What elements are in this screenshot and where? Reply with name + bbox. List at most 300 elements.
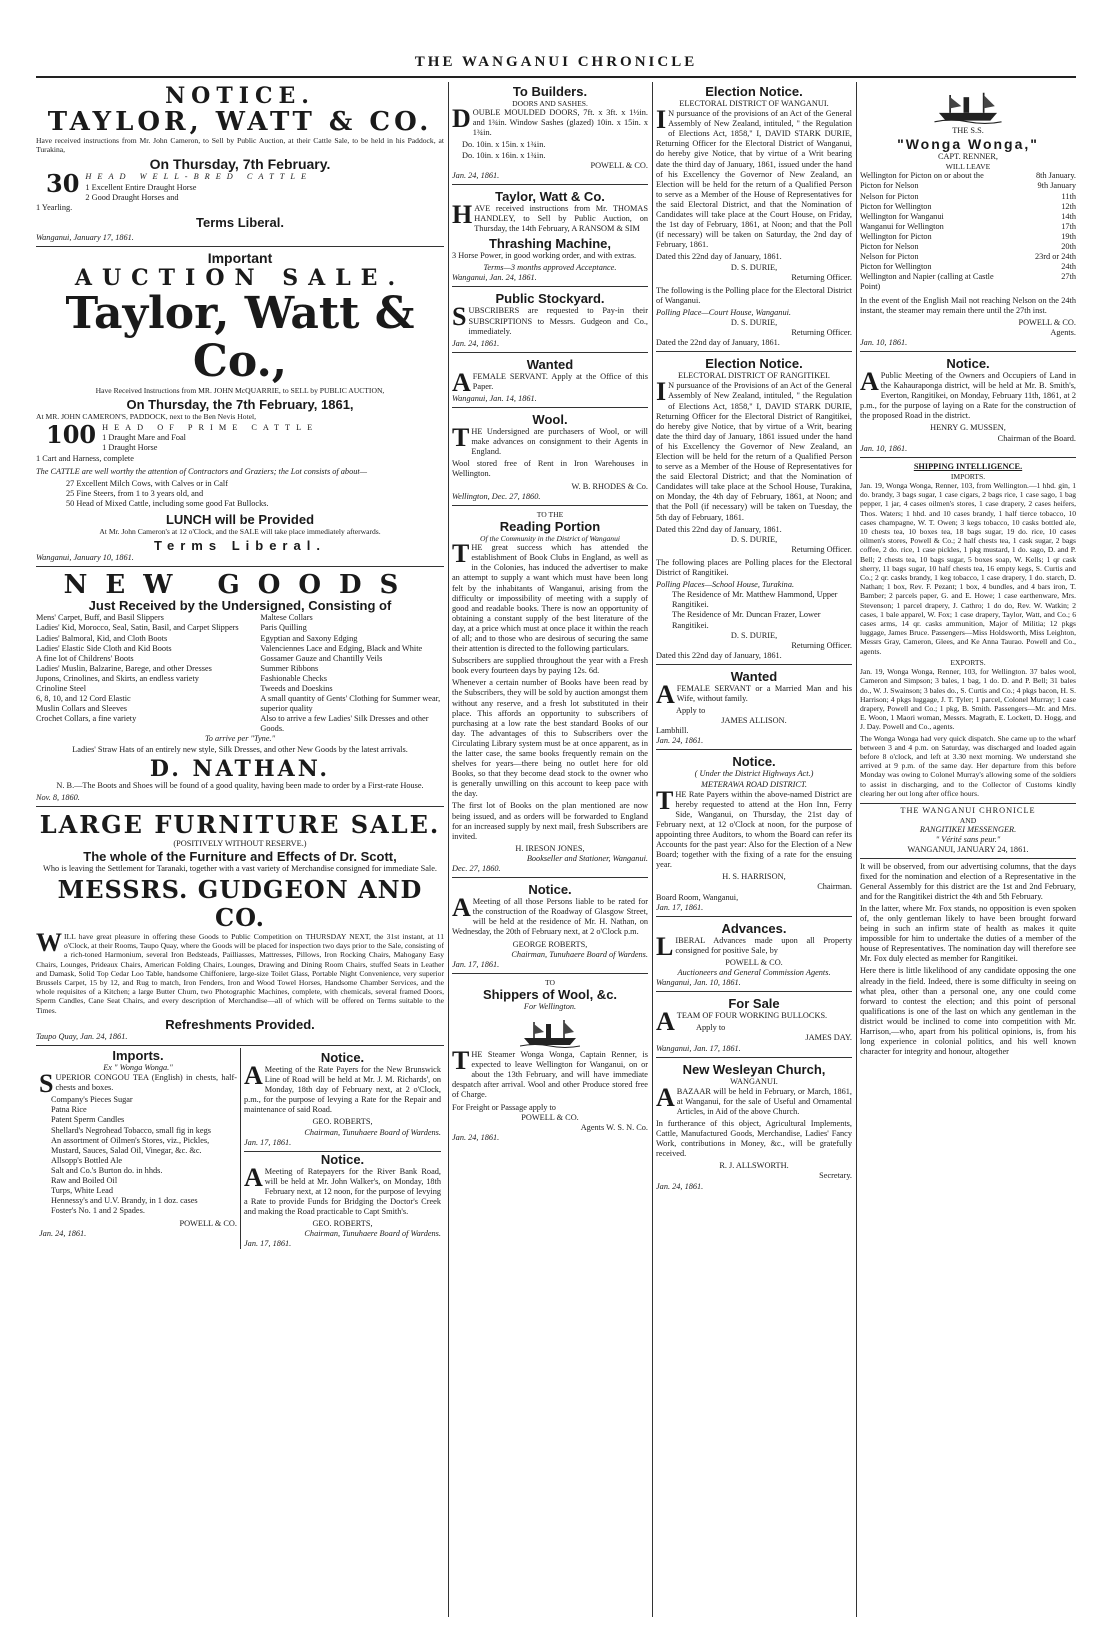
lot-number: 30 bbox=[46, 172, 80, 199]
ad-text: Polling Place—Court House, Wanganui. bbox=[656, 307, 791, 317]
ad-text: At MR. JOHN CAMERON'S, PADDOCK, next to the Ben Nevis Hotel, bbox=[36, 412, 257, 422]
ad-signature-role: Chairman. bbox=[817, 882, 852, 892]
schedule-date: 11th bbox=[1061, 191, 1076, 201]
ad-subheading: CAPT. RENNER, bbox=[937, 152, 998, 162]
column-rule bbox=[856, 82, 857, 1617]
ad-text: The first lot of Books on the plan mentioned are now being issued, and as orders will be forwarded to England for an increased supply by next mail, fresh Subscribers are invited. bbox=[452, 801, 648, 841]
ad-taylor-watt-notice bbox=[36, 82, 444, 247]
ad-subheading: On Thursday, the 7th February, 1861, bbox=[126, 397, 354, 413]
ad-heading: Notice. bbox=[320, 1151, 365, 1167]
ad-date: Wanganui, Jan. 24, 1861. bbox=[452, 273, 537, 283]
ad-signature: GEORGE ROBERTS, bbox=[512, 939, 588, 949]
ad-date: Dated the 22nd day of January, 1861. bbox=[656, 338, 780, 348]
ad-heading: "Wonga Wonga," bbox=[897, 136, 1039, 153]
imports-list bbox=[39, 1095, 237, 1216]
ad-signature: GEO. ROBERTS, bbox=[312, 1117, 373, 1127]
ad-text: Ladies' Straw Hats of an entirely new style, Silk Dresses, and other New Goods by the latest arrivals. bbox=[72, 744, 408, 754]
ad-heading: NEW GOODS bbox=[63, 570, 417, 601]
schedule-date: 12th bbox=[1061, 201, 1076, 211]
ad-wanted-married-man bbox=[656, 667, 852, 751]
ad-advances bbox=[656, 919, 852, 992]
schedule-row bbox=[860, 252, 1076, 262]
section-subheading: IMPORTS. bbox=[950, 471, 986, 481]
ad-text: The Residence of Mr. Matthew Hammond, Upper Rangitikei. bbox=[672, 590, 838, 610]
ad-text: THE Steamer Wonga Wonga, Captain Renner, is expected to leave Wellington for Wanganui, on or about the 13th February, and will have immediate despatch after arrival. Wool and other Produce stored free of Charge. bbox=[452, 1046, 648, 1100]
ad-text: Board Room, Wanganui, bbox=[656, 892, 739, 902]
ad-heading: Election Notice. bbox=[705, 84, 803, 99]
ad-signature-role: Returning Officer. bbox=[791, 544, 852, 554]
imports-item: Hennessy's and U.V. Brandy, in 1 doz. cases bbox=[51, 1196, 198, 1206]
ad-text: IN pursuance of the Provisions of an Act of the General Assembly of New Zealand, intituled, " the Regulation of Elections Act, 1858," I, DAVID STARK DURIE, Returning Officer for the Electoral District of Rangitikei, do hereby give Notice, that by virtue of a Writ, bearing date the third day of January, 1861 issued under the hand of his Excellency the Governor of New Zealand, an Election will be held for the return of a Qualified Person to serve as a Member of the House of Representatives for the said Electoral District; and that the Nomination of Candidates will take place at the School House, Turakina, on Monday, the 4th day of February, 1861, at Noon; and that the Poll (if necessary) will be taken on Tuesday, the 5th day of February, 1861. bbox=[656, 377, 852, 522]
ad-subheading: DOORS AND SASHES. bbox=[512, 99, 588, 108]
ad-notice-kahauraponga bbox=[860, 354, 1076, 458]
ad-text: Whenever a certain number of Books have been read by the Subscribers, they will be sold by auction amongst them without any reserve, and a fresh lot substituted in their place. This affords an opportunity to subscribers of purchasing at a low rate the best standard Books of our day. The advantages of this to Subscribers over the Circulating Library system must be at once apparent, as in the latter case, the same books frequently remain on the shelves for years—there being no outlet here for old Books, so that they become dead stock to the owner who is generally unwilling on this account to keep pace with the day. bbox=[452, 678, 648, 799]
imports-item: Patna Rice bbox=[51, 1105, 87, 1115]
ad-text: To arrive per "Tyne." bbox=[204, 734, 276, 744]
ad-signature: JAMES DAY. bbox=[805, 1033, 852, 1043]
lot-list bbox=[36, 423, 444, 463]
imports-item: Allsopp's Bottled Ale bbox=[51, 1155, 123, 1165]
ad-date: Taupo Quay, Jan. 24, 1861. bbox=[36, 1031, 128, 1041]
ad-heading: MESSRS. GUDGEON AND CO. bbox=[57, 875, 423, 933]
goods-item: Mens' Carpet, Buff, and Basil Slippers bbox=[36, 613, 164, 623]
goods-item: Paris Quilling bbox=[260, 623, 307, 633]
goods-item: A small quantity of Gents' Clothing for Summer wear, superior quality bbox=[260, 694, 441, 714]
ad-heading: LARGE FURNITURE SALE. bbox=[39, 809, 441, 839]
goods-item: 6, 8, 10, and 12 Cord Elastic bbox=[36, 694, 131, 704]
lot-item: 1 Draught Mare and Foal bbox=[102, 433, 186, 443]
lot-item: HEAD WELL-BRED CATTLE bbox=[85, 172, 313, 182]
schedule-row bbox=[860, 222, 1076, 232]
lot-list bbox=[36, 172, 444, 212]
ad-date: Jan. 17, 1861. bbox=[452, 959, 500, 969]
ad-signature: D. S. DURIE, bbox=[730, 262, 778, 272]
shipping-intelligence bbox=[860, 460, 1076, 804]
ad-signature-role: Agents. bbox=[1050, 327, 1076, 337]
ad-signature: W. B. RHODES & Co. bbox=[571, 481, 648, 491]
ad-subheading: ( Under the District Highways Act.) bbox=[694, 769, 814, 779]
lot-item: 1 Draught Horse bbox=[102, 443, 158, 453]
ad-text: THE Rate Payers within the above-named District are hereby requested to attend at the Hon Inn, Ferry Side, Wanganui, on Thursday, the 21st day of February next, at 12 o'Clock at noon, for the purpose of appointing three Auditors, to whom the Board can refer its Accounts for the past year: Also for the Election of a New Board; together with the fixing of a rate for the ensuing year. bbox=[656, 785, 852, 870]
ad-text: AMeeting of Ratepayers for the River Bank Road, will be held at Mr. John Walker's, on Monday, 18th February next, at 12 noon, for the purpose of levying a Rate to provide Funds for Bridging the Doctor's Creek and making the Road practicable to Capt Smith's. bbox=[244, 1162, 441, 1217]
ad-text: Terms—3 months approved Acceptance. bbox=[483, 263, 617, 273]
ad-date: Jan. 10, 1861. bbox=[860, 337, 908, 347]
ad-new-wesleyan-church bbox=[656, 1060, 852, 1195]
ad-date: Jan. 10, 1861. bbox=[860, 443, 908, 453]
ad-subheading: METERAWA ROAD DISTRICT. bbox=[701, 779, 807, 789]
editorial-text: Here there is little likelihood of any candidate opposing the one already in the field. Indeed, there is some difficulty in seeing on what plea, other than a personal one, any one could come forward to contest the election; and this point of personal qualifications is one of the last on which any gentleman in the district would be inclined to come into competition with Mr. Harrison,—who, apart from his political opinions, is, from his long experience in colonial politics, and his well known character for integrity and honour, altogether bbox=[860, 966, 1076, 1057]
ad-text: The following places are Polling places for the Electoral District of Rangitikei. bbox=[656, 557, 852, 578]
goods-list-right bbox=[260, 613, 444, 734]
ad-signature-role: Agents W. S. N. Co. bbox=[580, 1122, 648, 1132]
column-4 bbox=[860, 82, 1076, 1617]
ad-subheading: TO THE bbox=[536, 509, 564, 519]
ad-heading: Election Notice. bbox=[705, 356, 803, 372]
ad-signature: HENRY G. MUSSEN, bbox=[930, 423, 1006, 433]
column-1-sub-columns bbox=[36, 1048, 444, 1250]
goods-item: Also to arrive a few Ladies' Silk Dresses and other Goods. bbox=[260, 714, 429, 734]
ad-subheading: Terms Liberal. bbox=[154, 538, 326, 554]
ad-date: Dated this 22nd day of January, 1861. bbox=[656, 650, 782, 660]
ad-text: The following is the Polling place for the Electoral District of Wanganui. bbox=[656, 285, 852, 305]
ad-date: Jan. 24, 1861. bbox=[452, 338, 500, 348]
ad-notices bbox=[240, 1048, 444, 1250]
goods-item: Jupons, Crinolines, and Skirts, an endless variety bbox=[36, 673, 199, 683]
lot-list bbox=[36, 479, 444, 509]
ad-text: The Residence of Mr. Duncan Frazer, Lower Rangitikei. bbox=[672, 610, 821, 630]
goods-item: Gossamer Gauze and Chantilly Veils bbox=[260, 653, 383, 663]
ad-subheading: TO bbox=[545, 977, 555, 987]
ad-taylor-watt-thrashing bbox=[452, 187, 648, 288]
ad-text: SUPERIOR CONGOU TEA (English) in chests, half-chests and boxes. bbox=[39, 1069, 237, 1099]
ad-date: Wellington, Dec. 27, 1860. bbox=[452, 491, 541, 501]
ad-signature-role: Auctioneers and General Commission Agents. bbox=[677, 968, 831, 978]
schedule-row bbox=[860, 262, 1076, 272]
ad-heading: Taylor, Watt & Co., bbox=[65, 287, 415, 387]
schedule-date: 27th bbox=[1061, 272, 1076, 282]
imports-item: Raw and Boiled Oil bbox=[51, 1175, 118, 1185]
ad-heading: Advances. bbox=[721, 920, 787, 936]
ad-election-wanganui bbox=[656, 82, 852, 352]
ad-text: Wool stored free of Rent in Iron Warehouses in Wellington. bbox=[452, 459, 648, 479]
ad-heading: New Wesleyan Church, bbox=[682, 1061, 826, 1077]
ad-signature-role: Returning Officer. bbox=[791, 640, 852, 650]
ad-text: WILL have great pleasure in offering these Goods to Public Competition on THURSDAY NEXT, the 31st instant, at 11 o'Clock, at their Rooms, Taupo Quay, where the Goods will be placed for inspection two days prior to the Sale, consisting of a rich-toned Harmonium, several Iron Bedsteads, Pailliasses, Mattresses, Pillows, Iron Rocking Chairs, Mahogany Easy Chairs, Lounges, Prideaux Chairs, American Folding Chairs, Lounges, Drawing and Dining Room Chairs, stuffed Seats in Leather and Damask, Solid Top Cedar Loo Table, handsome Chiffoniere, large-size Toilet Glass, Portable Night Convenience, very superior Brussels Carpet, 15 by 12, and Rug to match, Iron Fenders, Iron and Wood Towel Horses, Handsome Chamber Services, and the whole requisites of a Kitchen; a large Butter Churn, two Photographic Machines, complete, with chemicals, several framed Doors, Sperm Candles, Cane Seat Chairs, and every description of Merchandise—all of which will be offered on Terms suitable to the Times. bbox=[36, 928, 444, 1015]
schedule-row bbox=[860, 232, 1076, 242]
ad-text: Do. 10in. x 15in. x 1¾in. bbox=[462, 140, 546, 150]
ad-subheading: Just Received by the Undersigned, Consisting of bbox=[88, 598, 392, 614]
ad-text: Have Received Instructions from MR. JOHN McQUARRIE, to SELL by PUBLIC AUCTION, bbox=[95, 385, 385, 395]
goods-item: Egyptian and Saxony Edging bbox=[260, 633, 358, 643]
masthead-title: THE WANGANUI CHRONICLE bbox=[414, 54, 698, 70]
ad-date: Wanganui, Jan. 10, 1861. bbox=[656, 978, 741, 988]
ad-text: Have received instructions from Mr. John Cameron, to Sell by Public Auction, at their Cattle Sale, to be held in his Paddock, at Turakina, bbox=[36, 136, 444, 155]
ad-text: For Freight or Passage apply to bbox=[452, 1102, 556, 1112]
ad-subheading: Thrashing Machine, bbox=[488, 236, 612, 252]
ad-heading: Reading Portion bbox=[499, 518, 601, 534]
schedule-row bbox=[860, 242, 1076, 252]
goods-item: Maltese Collars bbox=[260, 613, 313, 623]
ad-text: IN pursuance of the provisions of an Act of the General Assembly of New Zealand, intituled, " the Regulation of Elections Act, 1858," I, DAVID STARK DURIE, Returning Officer for the Electoral District of Wanganui, do hereby give Notice, that by virtue of a Writ bearing date the third day of January, 1861, issued under the hand of his Excellency the Governor of New Zealand, an Election will be held for the return of a Qualified Person to serve as a Member of the House of Representatives for the said Electoral District, and that the Nomination of Candidates will take place at the Court House, on Friday, the 1st day of February, 1861, at Noon; and that the Poll (if necessary) will be taken on Saturday, the 2nd day of February, 1861. bbox=[656, 105, 852, 250]
ad-text: In the event of the English Mail not reaching Nelson on the 24th instant, the steamer may remain there until the 27th inst. bbox=[860, 295, 1076, 315]
lot-item: 1 Excellent Entire Draught Horse bbox=[85, 182, 197, 192]
ad-text: N. B.—The Boots and Shoes will be found of a good quality, having been made to order by a First-rate House. bbox=[56, 780, 424, 790]
ad-text: SUBSCRIBERS are requested to Pay-in their SUBSCRIPTIONS to Messrs. Gudgeon and Co., immediately. bbox=[452, 302, 648, 336]
ad-date: Jan. 24, 1861. bbox=[452, 170, 500, 180]
schedule-route: Wanganui for Wellington bbox=[860, 221, 944, 231]
ad-text: In furtherance of this object, Agricultural Implements, Cattle, Manufactured Goods, Merchandise, Ladies' Fancy Work, contributions in Money, &c., will be gratefully received. bbox=[656, 1118, 852, 1159]
ad-signature-role: Bookseller and Stationer, Wanganui. bbox=[526, 853, 648, 863]
ad-subheading: ELECTORAL DISTRICT OF RANGITIKEI. bbox=[678, 371, 830, 381]
goods-item: Tweeds and Doeskins bbox=[260, 683, 333, 693]
ad-signature: GEO. ROBERTS, bbox=[312, 1219, 373, 1229]
ad-date: Dated this 22nd day of January, 1861. bbox=[656, 252, 782, 262]
ad-signature: POWELL & CO. bbox=[590, 160, 648, 170]
ad-signature: R. J. ALLSWORTH. bbox=[719, 1161, 789, 1171]
ad-signature-role: Chairman, Tunuhaere Board of Wardens. bbox=[511, 949, 648, 959]
ad-date: Wanganui, Jan. 14, 1861. bbox=[452, 393, 537, 403]
ad-signature-role: Secretary. bbox=[819, 1171, 852, 1181]
ad-signature: D. S. DURIE, bbox=[730, 630, 778, 640]
ad-signature: D. S. DURIE, bbox=[730, 317, 778, 327]
ad-heading: Shippers of Wool, &c. bbox=[482, 987, 618, 1002]
lot-item: 27 Excellent Milch Cows, with Calves or in Calf bbox=[66, 478, 228, 488]
schedule-date: 8th January. bbox=[1035, 171, 1076, 181]
ad-subheading: THE S.S. bbox=[952, 126, 984, 135]
ad-wool bbox=[452, 410, 648, 506]
ad-signature: H. IRESON JONES, bbox=[515, 843, 585, 853]
goods-item: A fine lot of Childrens' Boots bbox=[36, 653, 134, 663]
ad-date: Jan. 17, 1861. bbox=[244, 1137, 292, 1147]
steamship-icon bbox=[933, 86, 1003, 124]
column-3 bbox=[656, 82, 852, 1617]
ad-date: Jan. 17, 1861. bbox=[244, 1239, 292, 1249]
ad-date: Jan. 24, 1861. bbox=[39, 1229, 87, 1239]
goods-item: Crinoline Steel bbox=[36, 683, 87, 693]
ad-new-goods bbox=[36, 569, 444, 807]
goods-item: Fashionable Checks bbox=[260, 673, 327, 683]
imports-item: Turps, White Lead bbox=[51, 1186, 113, 1196]
schedule-route: Wellington for Picton bbox=[860, 231, 932, 241]
section-heading: SHIPPING INTELLIGENCE. bbox=[913, 461, 1023, 471]
ad-subheading: ELECTORAL DISTRICT OF WANGANUI. bbox=[679, 99, 829, 108]
ad-subheading: WILL LEAVE bbox=[945, 162, 991, 172]
ad-text: The CATTLE are well worthy the attention of Contractors and Graziers; the Lot consists of about— bbox=[36, 466, 368, 476]
editorial-text: In the latter, where Mr. Fox stands, no opposition is even spoken of, the only gentleman likely to have been brought forward being in such an infirm state of health as makes it quite impossible for him to undertake the duties of a member of the house of Representatives. The nomination day will therefore see Mr. Fox duly elected as member for Rangitikei. bbox=[860, 903, 1076, 964]
ad-notice-meterawa bbox=[656, 752, 852, 916]
ad-text: ABAZAAR will be held in February, or March, 1861, at Wanganui, for the sale of Useful and Ornamental Articles, in Aid of the above Church. bbox=[656, 1082, 852, 1116]
ad-imports bbox=[36, 1048, 240, 1250]
section-text: Jan. 19, Wonga Wonga, Renner, 103, from Wellington.—1 hhd. gin, 1 do. brandy, 3 bags sugar, 1 case cigars, 2 bags rice, 1 case sago, 1 bag pepper, 1 jar, 4 cases oilmen's stores, 1 case drapery, 2 cases heifers, Thos. Waters; 1 hhd. and 10 cases brandy, 1 half tierce tobacco, 10 cases champagne, W. T. Owen; 3 kegs tobacco, 10 casks bottled ale, 10 chests tea, 10 boxes tea, 18 bags sugar, 19 do. rice, 10 cases oilmen's stores, Powell & Co.; 2 half chests tea, 1 cask sugar, 2 bags coffee, 2 do. rice, 1 case pickles, 1 pkg mustard, 1 do. sago, D. and P. Bell; 2 chests tea, 10 bags sugar, 5 boxes soap, W. Kells; 1 qr cask sherry, 11 bags sugar, 10 half chests tea, 16 empty kegs, S. Curtis and Co.; 2 qr. casks brandy, 1 keg tobacco, 1 case drapery, 1 do. starch, D. Nathan; 1 box, Rev. F. Pezant; 1 box, 4 bundles, and 4 bars iron, T. Bamber; 2 parcels paper, G. and E. Howe; 1 case earthenware, Mrs. Stevenson; 1 parcel drapery, J. Cathro; 1 do do, Rev. W. Watkin; 2 cases, 1 bale apparel, W. Fox; 1 case drapery, Taylor, Watt, and Co.; 6 cases arms, 14 qr. casks ammunition, Major of Militia; 12 pkgs luggage, James Bruce. Passengers—Miss Holdsworth, Miss Leighton, Messrs Gray, Cameron, Glees, and Ke Anna Taurao. Powell and Co., agents. bbox=[860, 481, 1076, 656]
schedule-route: Wellington for Picton on or about the bbox=[860, 171, 984, 181]
ad-text: Lambhill. bbox=[656, 726, 689, 736]
steamship-icon bbox=[520, 1014, 580, 1048]
column-rule bbox=[652, 82, 653, 1617]
ad-signature: POWELL & CO. bbox=[725, 957, 783, 967]
column-2 bbox=[452, 82, 648, 1617]
section-text: Jan. 19, Wonga Wonga, Renner, 103, for Wellington. 37 bales wool, Cameron and Simpson; 3 bales, 1 bag, 1 do. D. and P. Bell; 31 bales do., W. J. Swainson; 3 bales do., S. Curtis and Co.; 4 pkgs bacon, H. S. Harrison; 4 pkgs luggage, J. T. Tyler; 1 parcel, Colonel Murray; 1 case drapery, Powell and Co.; 1 pkg, B. Smith. Passengers—Mr. and Mrs. E. Woon, 1 Maori woman, Messrs. Magrath, E. Lockett, D. Hogg, and J. Day. Powell and Co., agents. bbox=[860, 667, 1076, 732]
ad-text: ATEAM OF FOUR WORKING BULLOCKS. bbox=[656, 1007, 828, 1037]
schedule-row bbox=[860, 272, 1076, 292]
ad-signature-role: Chairman of the Board. bbox=[997, 433, 1076, 443]
schedule-row bbox=[860, 202, 1076, 212]
ad-subheading: Terms Liberal. bbox=[196, 214, 284, 230]
ad-text: DOUBLE MOULDED DOORS, 7ft. x 3ft. x 1½in. and 1¾in. Window Sashes (glazed) 10in. x 15in. x 1¾in. bbox=[452, 104, 648, 138]
ad-text: LIBERAL Advances made upon all Property consigned for positive Sale, by bbox=[656, 931, 852, 961]
ad-date: Jan. 17, 1861. bbox=[656, 902, 704, 912]
ad-reading-portion bbox=[452, 508, 648, 878]
ad-heading: Notice. bbox=[732, 754, 776, 770]
ad-text: AFEMALE SERVANT or a Married Man and his Wife, without family. bbox=[656, 679, 852, 709]
ad-subheading: For Wellington. bbox=[523, 1002, 577, 1011]
ad-text: Subscribers are supplied throughout the year with a Fresh book every fourteen days by paying 12s. 6d. bbox=[452, 656, 648, 676]
column-rule bbox=[448, 82, 449, 1617]
ad-text: THE great success which has attended the establishment of Book Clubs in England, as well as in the Colonies, has induced the advertiser to make an attempt to supply a want which must have been long felt by the inhabitants of Wanganui, arising from the difficulty or impossibility of meeting with a supply of good and readable books. There is now an opportunity of obtaining a constant supply of the best literature of the day, at a price which must at once place it within the reach of all; and to those who are desirous of securing the same their attention is directed to the following particulars. bbox=[452, 539, 648, 654]
schedule-route: Picton for Wellington bbox=[860, 262, 932, 272]
goods-item: Crochet Collars, a fine variety bbox=[36, 714, 137, 724]
ad-text: Do. 10in. x 16in. x 1¾in. bbox=[462, 150, 546, 160]
schedule-date: 14th bbox=[1061, 211, 1076, 221]
ad-heading: Wanted bbox=[730, 668, 778, 684]
ad-date: Wanganui, Jan. 17, 1861. bbox=[656, 1043, 741, 1053]
ad-subheading: Refreshments Provided. bbox=[165, 1016, 315, 1032]
ad-date: Wanganui, January 10, 1861. bbox=[36, 553, 134, 563]
ad-heading: Notice. bbox=[320, 1049, 365, 1065]
schedule-row bbox=[860, 171, 1076, 181]
goods-item: Ladies' Kid, Morocco, Seal, Satin, Basil, and Carpet Slippers bbox=[36, 623, 239, 633]
imports-item: An assortment of Oilmen's Stores, viz., Pickles, Mustard, Sauces, Salad Oil, Vinegar, &c. &c. bbox=[51, 1135, 210, 1155]
ad-signature-role: Chairman, Tunuhaere Board of Wardens. bbox=[304, 1229, 441, 1239]
ad-signature: POWELL & CO. bbox=[521, 1112, 579, 1122]
ad-heading: Wool. bbox=[532, 412, 568, 428]
schedule-row bbox=[860, 181, 1076, 191]
ad-heading: Notice. bbox=[528, 882, 572, 898]
goods-item: Valenciennes Lace and Edging, Black and White bbox=[260, 643, 423, 653]
section-text: The Wonga Wonga had very quick dispatch. She came up to the wharf between 3 and 4 p.m. on Saturday, was discharged and loaded again before 8 o'clock, and left at 3.30 next morning. We understand she arrived at 9 p.m. of the same day. Her departure from this before Monday was owing to Colonel Murray's allowing some of the soldiers to assist in discharging, and to the Collector of Customs kindly clearing her out long after office hours. bbox=[860, 733, 1076, 798]
ad-date: Nov. 8, 1860. bbox=[36, 792, 80, 802]
ad-heading: Important bbox=[207, 249, 273, 266]
editorial-and: AND bbox=[959, 816, 977, 826]
imports-item: Shellard's Negrohead Tobacco, small fig in kegs bbox=[51, 1125, 211, 1135]
imports-item: Patent Sperm Candles bbox=[51, 1115, 125, 1125]
ad-signature-role: Returning Officer. bbox=[791, 328, 852, 338]
ad-text: Who is leaving the Settlement for Taranaki, together with a vast variety of Merchandise consigned for immediate Sale. bbox=[43, 863, 437, 873]
ad-subheading: Of the Community in the District of Wanganui bbox=[480, 533, 620, 543]
ad-text: (POSITIVELY WITHOUT RESERVE.) bbox=[173, 838, 307, 848]
lot-item: 50 Head of Mixed Cattle, including some good Fat Bullocks. bbox=[66, 498, 269, 508]
ad-important-auction bbox=[36, 249, 444, 567]
ad-text: At Mr. John Cameron's at 12 o'Clock, and the SALE will take place immediately afterwards. bbox=[99, 527, 381, 537]
ad-heading: Imports. bbox=[112, 1047, 164, 1063]
schedule-row bbox=[860, 192, 1076, 202]
imports-item: Company's Pieces Sugar bbox=[51, 1095, 133, 1105]
ad-subheading: On Thursday, 7th February. bbox=[149, 156, 331, 173]
ad-large-furniture-sale bbox=[36, 809, 444, 1046]
ad-notice-new-brunswick bbox=[244, 1048, 441, 1152]
ad-heading: For Sale bbox=[728, 996, 780, 1012]
lot-item: 1 Cart and Harness, complete bbox=[36, 453, 134, 463]
ad-heading: Public Stockyard. bbox=[495, 291, 605, 307]
ad-text: AMeeting of all those Persons liable to be rated for the construction of the Roadway of Glasgow Street, will be held at the residence of Mr. H. Nathan, on Wednesday, the 20th of February next, at 2 o'Clock p.m. bbox=[452, 893, 648, 937]
ad-text: HAVE received instructions from Mr. THOMAS HANDLEY, to Sell by Public Auction, on Thursday, the 14th February, A RANSOM & SIM bbox=[452, 199, 648, 234]
ad-text: AMeeting of the Rate Payers for the New Brunswick Line of Road will be held at Mr. J. M. Richards', on Monday, 18th day of February next, at 2 o'Clock, p.m., for the purpose of levying a Rate for the Repair and maintenance of said Road. bbox=[244, 1060, 441, 1115]
schedule-date: 23rd or 24th bbox=[1034, 252, 1076, 262]
ad-heading: AUCTION SALE. bbox=[74, 264, 406, 291]
ad-subheading: Ex " Wonga Wonga." bbox=[103, 1062, 173, 1072]
goods-item: Summer Ribbons bbox=[260, 663, 319, 673]
ad-wanted-servant bbox=[452, 355, 648, 408]
editorial bbox=[860, 806, 1076, 1057]
ad-text: AFEMALE SERVANT. Apply at the Office of this Paper. bbox=[452, 367, 648, 397]
ad-signature-role: Returning Officer. bbox=[791, 272, 852, 282]
ad-date: Dec. 27, 1860. bbox=[452, 864, 501, 874]
editorial-text: It will be observed, from our advertising columns, that the days fixed for the nomination and election of a Representative in the General Assembly for this district are the 1st and 2nd February, and for the Rangitikei district the 4th and 5th February. bbox=[860, 861, 1076, 901]
schedule-date: 24th bbox=[1061, 262, 1076, 272]
schedule-row bbox=[860, 212, 1076, 222]
ad-date: Wanganui, January 17, 1861. bbox=[36, 232, 134, 242]
ad-heading: NOTICE. bbox=[165, 83, 315, 109]
schedule-date: 17th bbox=[1061, 221, 1076, 231]
schedule-date: 20th bbox=[1061, 242, 1076, 252]
lot-item: 2 Good Draught Horses and bbox=[85, 192, 179, 202]
ad-signature-role: Chairman, Tunuhaere Board of Wardens. bbox=[304, 1127, 441, 1137]
schedule-route: Picton for Nelson bbox=[860, 242, 919, 252]
ad-public-stockyard bbox=[452, 289, 648, 352]
schedule-date: 19th bbox=[1061, 231, 1076, 241]
sailing-schedule bbox=[860, 171, 1076, 292]
section-subheading: EXPORTS. bbox=[950, 657, 986, 667]
ad-signature: POWELL & CO. bbox=[1018, 317, 1076, 327]
editorial-motto: " Vérité sans peur." bbox=[935, 835, 1001, 845]
ad-notice-river-bank bbox=[244, 1152, 441, 1250]
schedule-date: 9th January bbox=[1037, 181, 1076, 191]
imports-item: Foster's No. 1 and 2 Spades. bbox=[51, 1206, 145, 1216]
ad-notice-glasgow-street bbox=[452, 880, 648, 974]
goods-item: Ladies' Balmoral, Kid, and Cloth Boots bbox=[36, 633, 168, 643]
ad-signature: D. S. DURIE, bbox=[730, 534, 778, 544]
ad-shippers-of-wool bbox=[452, 976, 648, 1146]
imports-item: Salt and Co.'s Burton do. in hhds. bbox=[51, 1165, 163, 1175]
ad-text: Polling Places—School House, Turakina. bbox=[656, 580, 795, 590]
ad-heading: TAYLOR, WATT & CO. bbox=[47, 107, 433, 137]
ad-signature: D. NATHAN. bbox=[149, 755, 331, 782]
ad-text: THE Undersigned are purchasers of Wool, or will make advances on consignment to their Agents in England. bbox=[452, 423, 648, 457]
ad-text: Apply to bbox=[696, 1023, 726, 1033]
editorial-date: WANGANUI, JANUARY 24, 1861. bbox=[860, 845, 1076, 858]
schedule-route: Wellington and Napier (calling at Castle Point) bbox=[860, 272, 994, 292]
editorial-subtitle: RANGITIKEI MESSENGER. bbox=[919, 825, 1017, 835]
ad-election-rangitikei bbox=[656, 354, 852, 665]
schedule-route: Wellington for Wanganui bbox=[860, 211, 944, 221]
ad-date: Dated this 22nd day of January, 1861. bbox=[656, 524, 782, 534]
ad-heading: Taylor, Watt & Co. bbox=[495, 188, 605, 204]
ad-subheading: LUNCH will be Provided bbox=[165, 512, 315, 528]
ad-date: Jan. 24, 1861. bbox=[656, 736, 704, 746]
schedule-route: Picton for Nelson bbox=[860, 181, 919, 191]
ad-heading: Notice. bbox=[946, 355, 990, 371]
schedule-route: Nelson for Picton bbox=[860, 191, 919, 201]
schedule-route: Picton for Wellington bbox=[860, 201, 932, 211]
ad-signature: JAMES ALLISON. bbox=[721, 716, 787, 726]
ad-wonga-wonga-schedule bbox=[860, 82, 1076, 352]
ad-to-builders bbox=[452, 82, 648, 185]
ad-signature: POWELL & CO. bbox=[179, 1219, 237, 1229]
goods-item: Ladies' Muslin, Balzarine, Barege, and other Dresses bbox=[36, 663, 212, 673]
lot-number: 100 bbox=[46, 423, 97, 450]
column-1 bbox=[36, 82, 444, 1617]
ad-date: Jan. 24, 1861. bbox=[452, 1132, 500, 1142]
ad-heading: Wanted bbox=[526, 356, 574, 372]
masthead bbox=[36, 48, 1076, 78]
ad-text: 3 Horse Power, in good working order, and with extras. bbox=[452, 251, 637, 261]
ad-signature: H. S. HARRISON, bbox=[722, 872, 786, 882]
ad-for-sale bbox=[656, 994, 852, 1057]
schedule-route: Nelson for Picton bbox=[860, 252, 919, 262]
ad-subheading: WANGANUI. bbox=[730, 1076, 778, 1086]
lot-item: HEAD OF PRIME CATTLE bbox=[102, 423, 319, 433]
ad-heading: To Builders. bbox=[512, 84, 588, 99]
ad-subheading: The whole of the Furniture and Effects of Dr. Scott, bbox=[83, 848, 397, 864]
goods-list-left bbox=[36, 613, 260, 724]
goods-item: Muslin Collars and Sleeves bbox=[36, 704, 128, 714]
goods-item: Ladies' Elastic Side Cloth and Kid Boots bbox=[36, 643, 172, 653]
ad-date: Jan. 24, 1861. bbox=[656, 1181, 704, 1191]
ad-text: Apply to bbox=[676, 706, 706, 716]
lot-item: 1 Yearling. bbox=[36, 202, 73, 212]
editorial-title: THE WANGANUI CHRONICLE bbox=[900, 805, 1036, 815]
ad-text: APublic Meeting of the Owners and Occupiers of Land in the Kahauraponga district, will be held at Mr. B. Smith's, Everton, Rangitikei, on Monday, February 11th, 1861, at 2 p.m., for the purpose of laying on a Rate for the construction of the proposed Road in the district. bbox=[860, 366, 1076, 421]
lot-item: 25 Fine Steers, from 1 to 3 years old, and bbox=[66, 488, 204, 498]
